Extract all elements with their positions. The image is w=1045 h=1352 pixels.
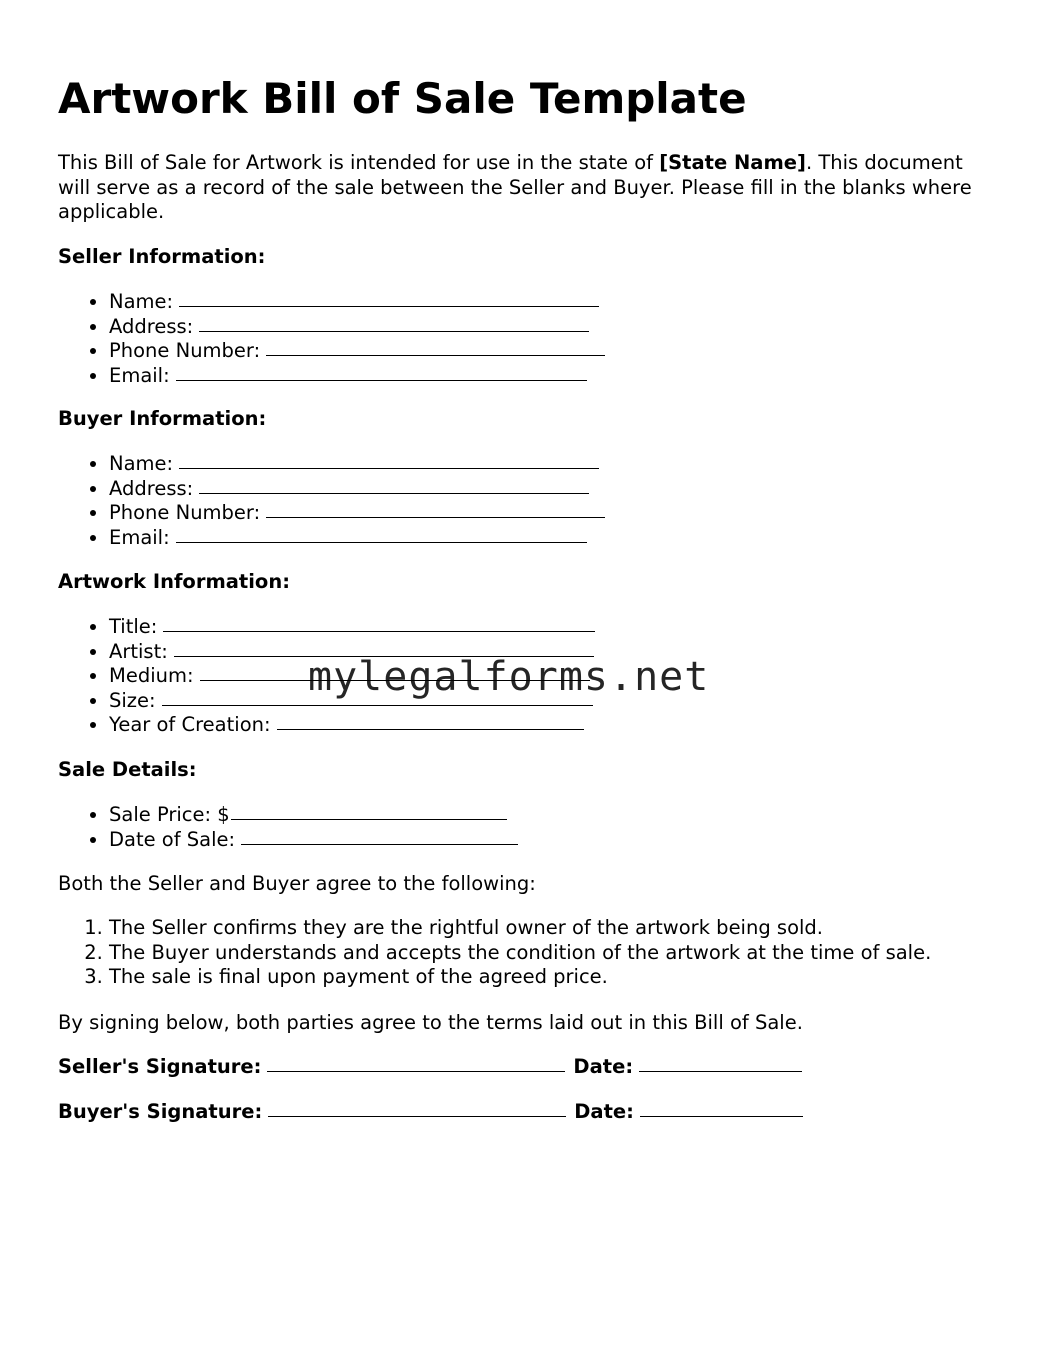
- state-name-placeholder: [State Name]: [659, 151, 806, 174]
- terms-list: [58, 916, 931, 990]
- buyer-phone-blank[interactable]: [266, 516, 605, 518]
- seller-name-field: • Name:: [109, 290, 605, 315]
- seller-signature-label: Seller's Signature:: [58, 1055, 262, 1078]
- seller-date-blank[interactable]: [639, 1070, 802, 1072]
- buyer-email-blank[interactable]: [176, 541, 587, 543]
- seller-phone-field: • Phone Number:: [109, 339, 605, 364]
- artwork-year-blank[interactable]: [277, 728, 584, 730]
- buyer-name-field: • Name:: [109, 452, 605, 477]
- seller-signature-row: [58, 1055, 810, 1079]
- intro-text-before: This Bill of Sale for Artwork is intended for use in the state of: [58, 151, 660, 174]
- seller-signature-blank[interactable]: [267, 1070, 565, 1072]
- buyer-email-field: • Email:: [109, 526, 605, 551]
- seller-phone-blank[interactable]: [266, 354, 605, 356]
- term-item: 2. The Buyer understands and accepts the condition of the artwork at the time of sale.: [109, 941, 931, 966]
- artwork-size-blank[interactable]: [162, 704, 593, 706]
- seller-address-blank[interactable]: [199, 330, 589, 332]
- buyer-heading: Buyer Information:: [58, 407, 267, 430]
- seller-email-field: • Email:: [109, 364, 605, 389]
- sale-heading: Sale Details:: [58, 758, 197, 781]
- buyer-signature-row: [58, 1100, 811, 1124]
- document-title: Artwork Bill of Sale Template: [58, 74, 747, 123]
- seller-fields: [58, 290, 605, 388]
- seller-email-blank[interactable]: [176, 379, 587, 381]
- artwork-medium-field: • Medium:: [109, 664, 595, 689]
- seller-address-field: • Address:: [109, 315, 605, 340]
- buyer-date-blank[interactable]: [640, 1115, 803, 1117]
- sale-price-field: • Sale Price: $: [109, 803, 518, 828]
- watermark: mylegalforms.net: [308, 654, 710, 700]
- seller-heading: Seller Information:: [58, 245, 266, 268]
- seller-name-blank[interactable]: [179, 305, 599, 307]
- artwork-size-field: • Size:: [109, 689, 595, 714]
- signing-note: By signing below, both parties agree to the terms laid out in this Bill of Sale.: [58, 1011, 803, 1034]
- artwork-year-field: • Year of Creation:: [109, 713, 595, 738]
- artwork-title-blank[interactable]: [163, 630, 595, 632]
- intro-text-after: . This document will serve as a record of the sale between the Seller and Buyer. Please fill in the blanks where applicable.: [58, 151, 972, 224]
- artwork-heading: Artwork Information:: [58, 570, 291, 593]
- agreement-intro: Both the Seller and Buyer agree to the following:: [58, 872, 536, 895]
- artwork-title-field: • Title:: [109, 615, 595, 640]
- intro-paragraph: [58, 151, 998, 225]
- sale-price-blank[interactable]: [231, 818, 507, 820]
- artwork-artist-field: • Artist:: [109, 640, 595, 665]
- buyer-phone-field: • Phone Number:: [109, 501, 605, 526]
- term-item: 1. The Seller confirms they are the rightful owner of the artwork being sold.: [109, 916, 931, 941]
- buyer-address-blank[interactable]: [199, 492, 589, 494]
- buyer-signature-blank[interactable]: [268, 1115, 566, 1117]
- term-item: 3. The sale is final upon payment of the agreed price.: [109, 965, 931, 990]
- buyer-address-field: • Address:: [109, 477, 605, 502]
- buyer-name-blank[interactable]: [179, 467, 599, 469]
- sale-date-field: • Date of Sale:: [109, 828, 518, 853]
- buyer-signature-label: Buyer's Signature:: [58, 1100, 263, 1123]
- buyer-date-label: Date:: [574, 1100, 634, 1123]
- sale-date-blank[interactable]: [241, 843, 518, 845]
- seller-date-label: Date:: [573, 1055, 634, 1078]
- sale-fields: [58, 803, 518, 852]
- buyer-fields: [58, 452, 605, 550]
